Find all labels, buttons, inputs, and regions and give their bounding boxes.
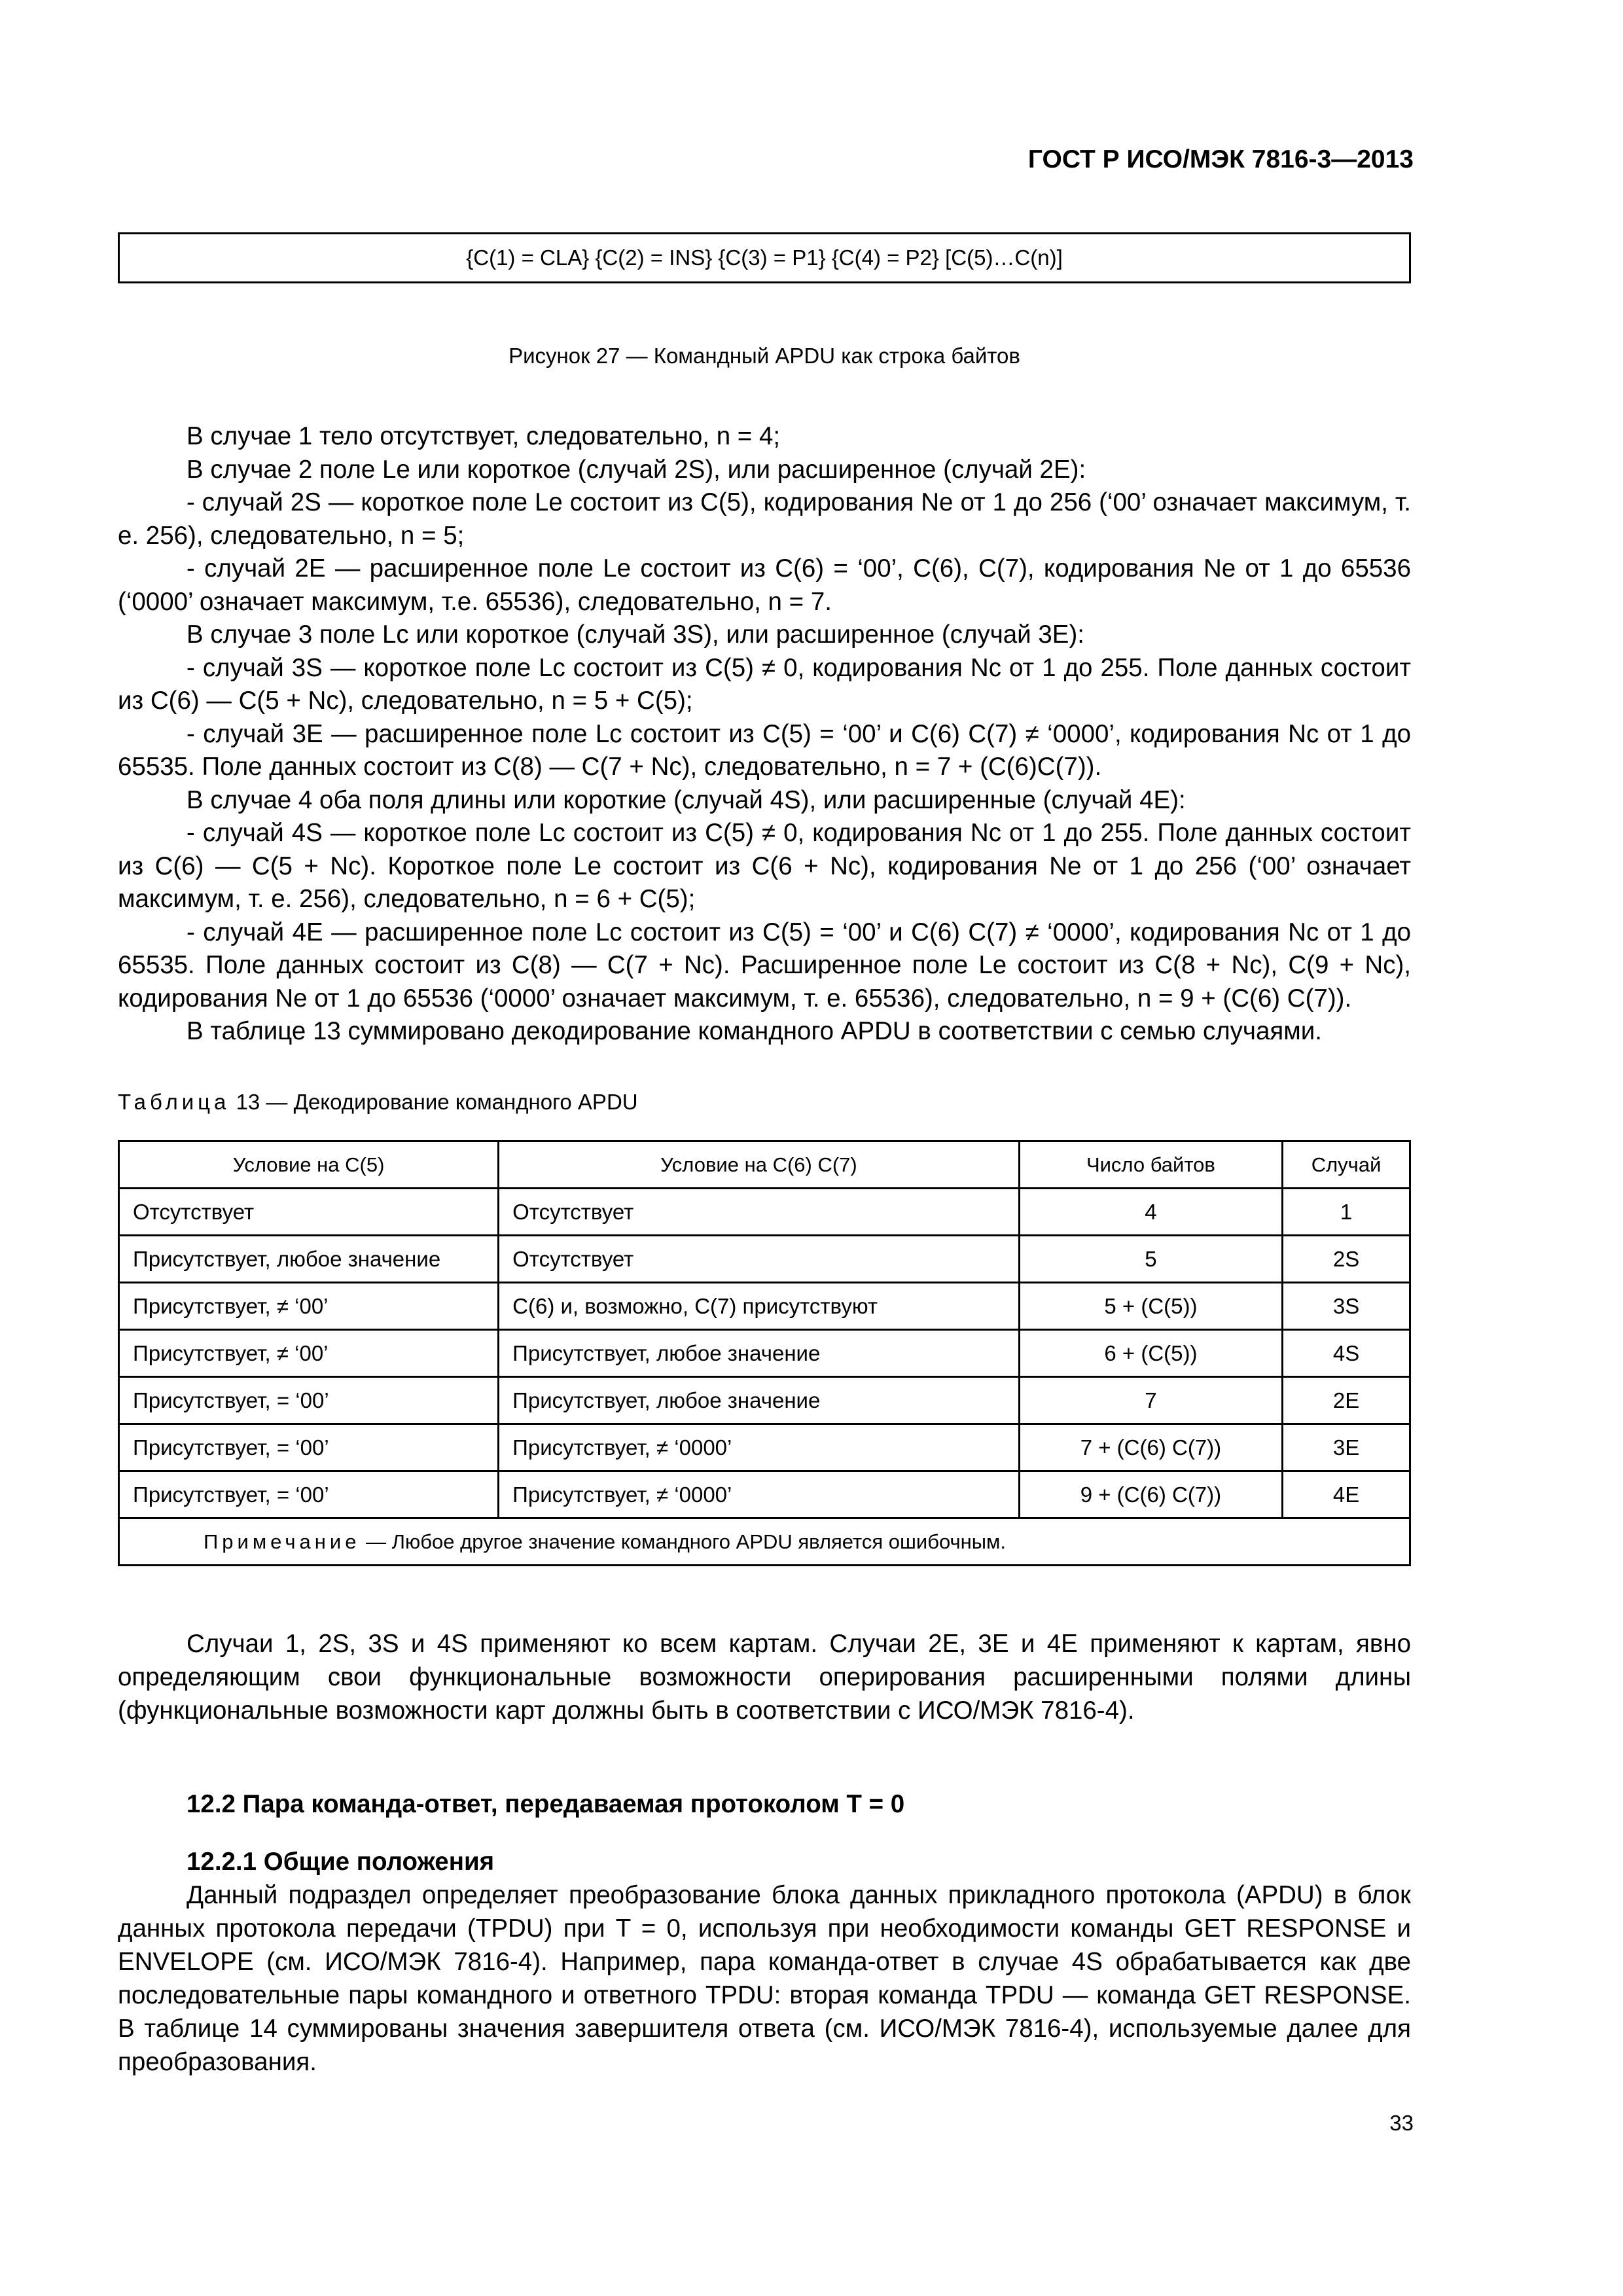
- paragraph-case3e: - случай 3E — расширенное поле Lc состоит из C(5) = ‘00’ и C(6) C(7) ≠ ‘0000’, кодирования Nc от 1 до 65535. Поле данных состоит из C(8) — C(7 + Nc), следовательно, n = 7 + (C(6)C(7)).: [118, 719, 1411, 781]
- table-cell: Отсутствует: [499, 1236, 1020, 1283]
- column-header: Условие на C(5): [119, 1141, 499, 1189]
- paragraph-case3s: - случай 3S — короткое поле Lc состоит из C(5) ≠ 0, кодирования Nc от 1 до 255. Поле данных состоит из C(6) — C(5 + Nc), следовательно, n = 5 + C(5);: [118, 653, 1411, 715]
- after-table-text: [118, 1627, 1411, 1727]
- page-number: 33: [1389, 2111, 1414, 2135]
- subsection-title: Общие положения: [263, 1848, 495, 1876]
- table-note-row: [119, 1518, 1410, 1566]
- paragraph-case2e: - случай 2E — расширенное поле Le состоит из C(6) = ‘00’, C(6), C(7), кодирования Ne от 1 до 65536 (‘0000’ означает максимум, т.е. 65536), следовательно, n = 7.: [118, 554, 1411, 616]
- table-cell: Отсутствует: [119, 1189, 499, 1236]
- table-cell: 5: [1019, 1236, 1282, 1283]
- body-text: [118, 420, 1411, 1049]
- table-cell: 4: [1019, 1189, 1282, 1236]
- paragraph-case3: В случае 3 поле Lc или короткое (случай 3S), или расширенное (случай 3E):: [187, 620, 1084, 649]
- section-title: Пара команда-ответ, передаваемая протоколом T = 0: [242, 1790, 905, 1818]
- table-cell: 7 + (C(6) C(7)): [1019, 1424, 1282, 1471]
- paragraph-case4s: - случай 4S — короткое поле Lc состоит из C(5) ≠ 0, кодирования Nc от 1 до 255. Поле данных состоит из C(6) — C(5 + Nc). Короткое поле Le состоит из C(6 + Nc), кодирования Ne от 1 до 256 (‘00’ означает максимум, т. е. 256), следовательно, n = 6 + C(5);: [118, 819, 1411, 913]
- table-row: [119, 1330, 1410, 1377]
- subsection-number: 12.2.1: [187, 1848, 257, 1876]
- table-caption-text: 13 — Декодирование командного APDU: [236, 1090, 638, 1114]
- figure-27-box: {C(1) = CLA} {C(2) = INS} {C(3) = P1} {C(4) = P2} [C(5)…C(n)]: [118, 232, 1411, 283]
- paragraph-table-intro: В таблице 13 суммировано декодирование командного APDU в соответствии с семью случаями.: [187, 1017, 1322, 1045]
- paragraph-case4: В случае 4 оба поля длины или короткие (случай 4S), или расширенные (случай 4E):: [187, 785, 1186, 814]
- table-cell: 5 + (C(5)): [1019, 1283, 1282, 1330]
- paragraph-general-provisions: Данный подраздел определяет преобразование блока данных прикладного протокола (APDU) в блок данных протокола передачи (TPDU) при T = 0, используя при необходимости команды GET RESPONSE и ENVELOPE (см. ИСО/МЭК 7816-4). Например, пара команда-ответ в случае 4S обрабатывается как две последовательные пары командного и ответного TPDU: вторая команда TPDU — команда GET RESPONSE. В таблице 14 суммированы значения завершителя ответа (см. ИСО/МЭК 7816-4), используемые далее для преобразования.: [118, 1881, 1411, 2076]
- table-cell: 9 + (C(6) C(7)): [1019, 1471, 1282, 1518]
- table-13: [118, 1140, 1411, 1566]
- table-cell: 7: [1019, 1377, 1282, 1424]
- document-header: ГОСТ Р ИСО/МЭК 7816-3—2013: [1027, 145, 1414, 173]
- table-cell: Присутствует, = ‘00’: [119, 1424, 499, 1471]
- table-cell: C(6) и, возможно, C(7) присутствуют: [499, 1283, 1020, 1330]
- table-cell: 1: [1283, 1189, 1410, 1236]
- table-note: [119, 1518, 1410, 1566]
- table-row: [119, 1377, 1410, 1424]
- column-header: Число байтов: [1019, 1141, 1282, 1189]
- table-cell: 6 + (C(5)): [1019, 1330, 1282, 1377]
- paragraph-case2s: - случай 2S — короткое поле Le состоит из C(5), кодирования Ne от 1 до 256 (‘00’ означает максимум, т. е. 256), следовательно, n = 5;: [118, 488, 1411, 550]
- table-row: [119, 1236, 1410, 1283]
- general-provisions-text: [118, 1878, 1411, 2079]
- table-cell: Отсутствует: [499, 1189, 1020, 1236]
- table-cell: 3S: [1283, 1283, 1410, 1330]
- table-cell: 3E: [1283, 1424, 1410, 1471]
- table-cell: 4S: [1283, 1330, 1410, 1377]
- subsection-heading: [187, 1848, 494, 1876]
- table-13-caption: [118, 1090, 638, 1115]
- table-cell: Присутствует, ≠ ‘0000’: [499, 1471, 1020, 1518]
- table-cell: 4E: [1283, 1471, 1410, 1518]
- table-row: [119, 1283, 1410, 1330]
- paragraph-cases-applicability: Случаи 1, 2S, 3S и 4S применяют ко всем картам. Случаи 2E, 3E и 4E применяют к картам, явно определяющим свои функциональные возможности оперирования расширенными полями длины (функциональные возможности карт должны быть в соответствии с ИСО/МЭК 7816-4).: [118, 1630, 1411, 1725]
- table-row: [119, 1471, 1410, 1518]
- paragraph-case4e: - случай 4E — расширенное поле Lc состоит из C(5) = ‘00’ и C(6) C(7) ≠ ‘0000’, кодирования Nc от 1 до 65535. Поле данных состоит из C(8) — C(7 + Nc). Расширенное поле Le состоит из C(8 + Nc), C(9 + Nc), кодирования Ne от 1 до 65536 (‘0000’ означает максимум, т. е. 65536), следовательно, n = 9 + (C(6) C(7)).: [118, 918, 1411, 1013]
- section-heading: [187, 1790, 904, 1819]
- note-text: — Любое другое значение командного APDU является ошибочным.: [366, 1530, 1006, 1553]
- table-cell: Присутствует, ≠ ‘0000’: [499, 1424, 1020, 1471]
- table-cell: Присутствует, любое значение: [119, 1236, 499, 1283]
- table-cell: Присутствует, = ‘00’: [119, 1471, 499, 1518]
- column-header: Случай: [1283, 1141, 1410, 1189]
- table-cell: Присутствует, ≠ ‘00’: [119, 1330, 499, 1377]
- figure-27-caption: Рисунок 27 — Командный APDU как строка байтов: [508, 344, 1020, 368]
- paragraph-case1: В случае 1 тело отсутствует, следовательно, n = 4;: [187, 422, 781, 450]
- table-cell: Присутствует, ≠ ‘00’: [119, 1283, 499, 1330]
- table-cell: 2E: [1283, 1377, 1410, 1424]
- table-cell: Присутствует, = ‘00’: [119, 1377, 499, 1424]
- note-word: Примечание: [204, 1530, 361, 1553]
- paragraph-case2: В случае 2 поле Le или короткое (случай 2S), или расширенное (случай 2E):: [187, 455, 1086, 484]
- table-header-row: [119, 1141, 1410, 1189]
- column-header: Условие на C(6) C(7): [499, 1141, 1020, 1189]
- table-row: [119, 1189, 1410, 1236]
- table-caption-word: Таблица: [118, 1090, 230, 1114]
- table-cell: 2S: [1283, 1236, 1410, 1283]
- table-cell: Присутствует, любое значение: [499, 1377, 1020, 1424]
- table-cell: Присутствует, любое значение: [499, 1330, 1020, 1377]
- section-number: 12.2: [187, 1790, 236, 1818]
- table-row: [119, 1424, 1410, 1471]
